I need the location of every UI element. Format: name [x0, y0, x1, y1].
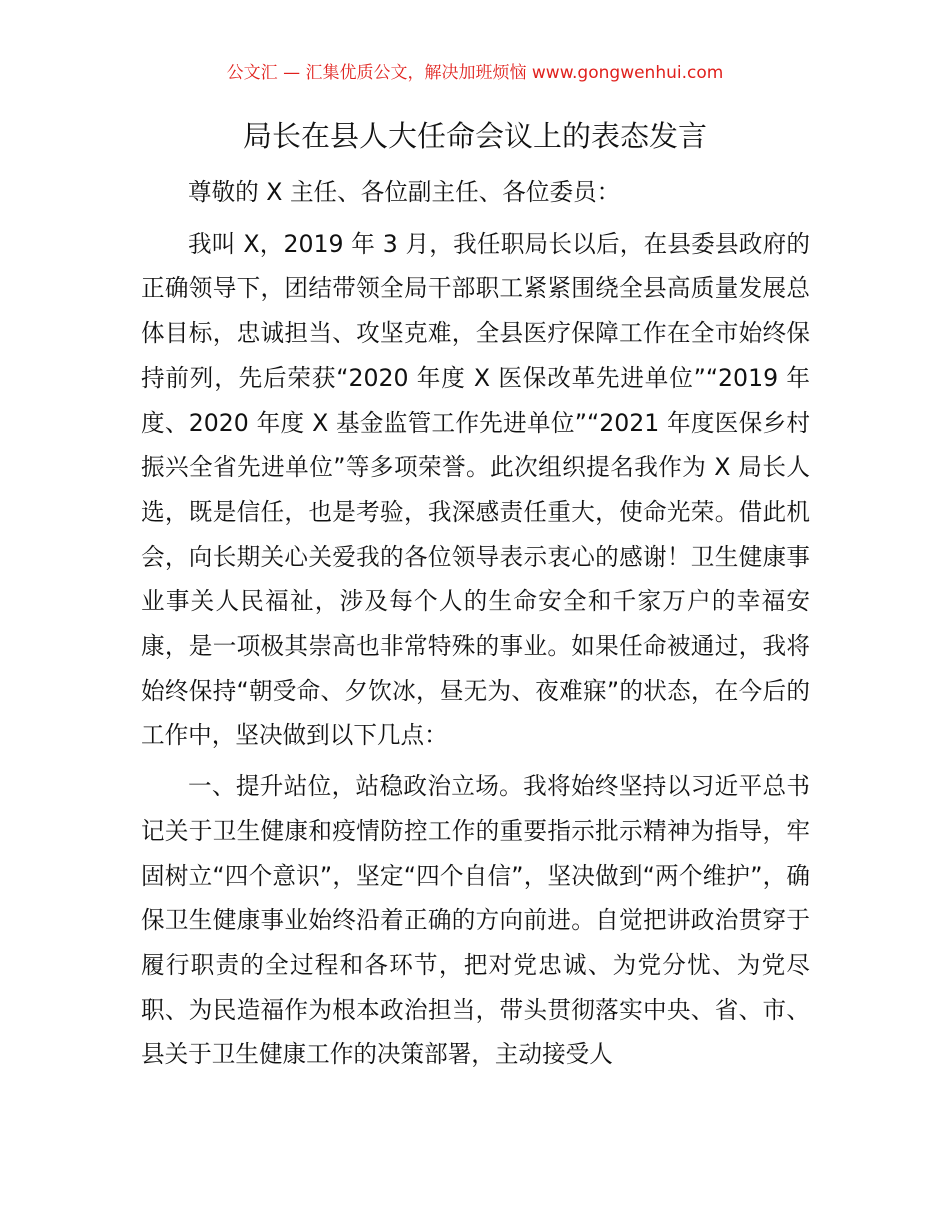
document-body — [141, 170, 810, 1077]
salutation: 尊敬的 X 主任、各位副主任、各位委员： — [188, 178, 621, 206]
document-title: 局长在县人大任命会议上的表态发言 — [242, 119, 707, 153]
watermark-header: 公文汇 — 汇集优质公文，解决加班烦恼 www.gongwenhui.com — [226, 63, 724, 83]
paragraph-point-one: 一、提升站位，站稳政治立场。我将始终坚持以习近平总书记关于卫生健康和疫情防控工作的重要指示批示精神为指导，牢固树立“四个意识”，坚定“四个自信”，坚决做到“两个维护”，确保卫生健康事业始终沿着正确的方向前进。自觉把讲政治贯穿于履行职责的全过程和各环节，把对党忠诚、为党分忧、为党尽职、为民造福作为根本政治担当，带头贯彻落实中央、省、市、县关于卫生健康工作的决策部署，主动接受人 — [141, 772, 810, 1069]
paragraph-intro: 我叫 X，2019 年 3 月，我任职局长以后，在县委县政府的正确领导下，团结带领全局干部职工紧紧围绕全县高质量发展总体目标，忠诚担当、攻坚克难，全县医疗保障工作在全市始终保持前列，先后荣获“2020 年度 X 医保改革先进单位”“2019 年度、2020 年度 X 基金监管工作先进单位”“2021 年度医保乡村振兴全省先进单位”等多项荣誉。此次组织提名我作为 X 局长人选，既是信任，也是考验，我深感责任重大，使命光荣。借此机会，向长期关心关爱我的各位领导表示衷心的感谢！卫生健康事业事关人民福祉，涉及每个人的生命安全和千家万户的幸福安康，是一项极其崇高也非常特殊的事业。如果任命被通过，我将始终保持“朝受命、夕饮冰，昼无为、夜难寐”的状态，在今后的工作中，坚决做到以下几点： — [141, 229, 810, 750]
